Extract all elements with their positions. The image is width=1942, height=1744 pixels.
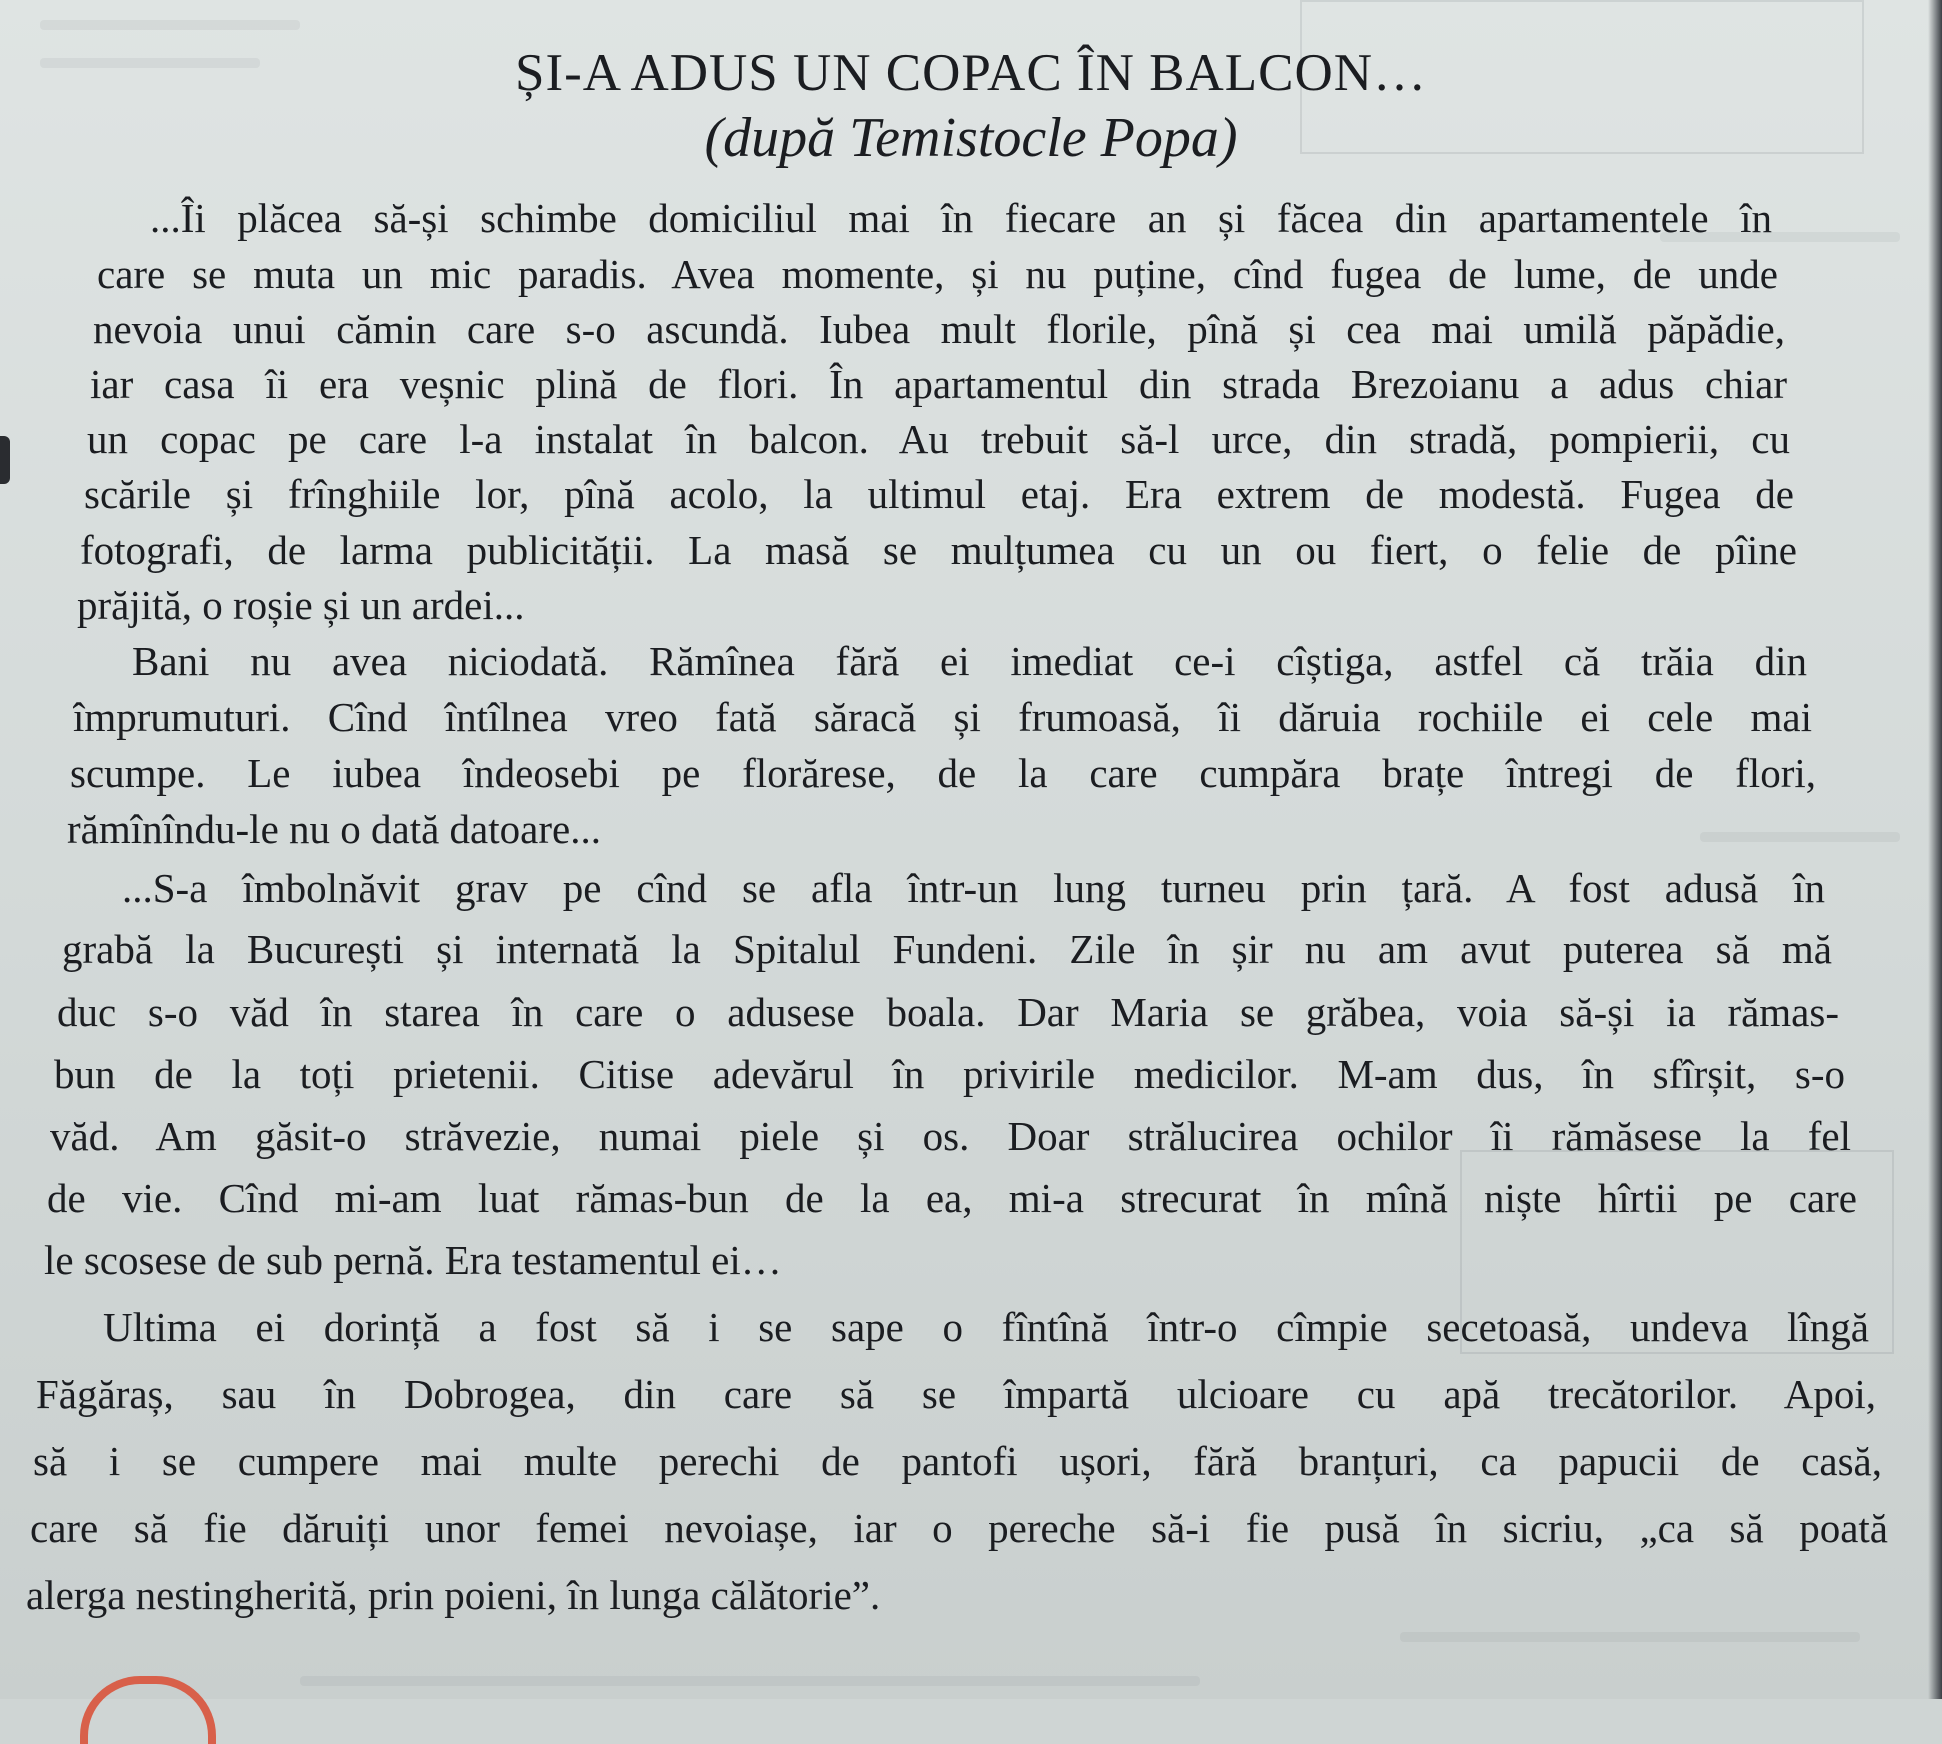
text-line: duc s-o văd în starea în care o adusese boala. Dar Maria se grăbea, voia să-și ia rămas-	[57, 989, 1839, 1035]
text-line: fotografi, de larma publicității. La masă se mulțumea cu un ou fiert, o felie de pîine	[80, 527, 1797, 573]
text-line: Ultima ei dorință a fost să i se sape o fîntînă într-o cîmpie secetoasă, undeva lîngă	[103, 1304, 1869, 1350]
text-line: ...S-a îmbolnăvit grav pe cînd se afla într-un lung turneu prin țară. A fost adusă în	[122, 865, 1825, 911]
text-line: rămînîndu-le nu o dată datoare...	[67, 806, 601, 852]
text-line: scările și frînghiile lor, pînă acolo, la ultimul etaj. Era extrem de modestă. Fugea de	[84, 471, 1794, 517]
text-line: ...Îi plăcea să-și schimbe domiciliul mai în fiecare an și făcea din apartamentele în	[150, 195, 1772, 241]
decorative-curve	[80, 1676, 216, 1744]
text-line: un copac pe care l-a instalat în balcon. Au trebuit să-l urce, din stradă, pompierii, cu	[87, 416, 1790, 462]
text-line: le scosese de sub pernă. Era testamentul ei…	[44, 1237, 782, 1283]
text-line: Bani nu avea niciodată. Rămînea fără ei imediat ce-i cîștiga, astfel că trăia din	[132, 638, 1807, 684]
text-line: Făgăraș, sau în Dobrogea, din care să se împartă ulcioare cu apă trecătorilor. Apoi,	[36, 1371, 1876, 1417]
show-through-line	[40, 20, 300, 30]
show-through-line	[1400, 1632, 1860, 1642]
text-line: alerga nestingherită, prin poieni, în lunga călătorie”.	[26, 1572, 881, 1618]
text-line: bun de la toți prietenii. Citise adevărul în privirile medicilor. M-am dus, în sfîrșit, s-o	[54, 1051, 1845, 1097]
page-title: ȘI-A ADUS UN COPAC ÎN BALCON…	[515, 44, 1427, 102]
text-line: prăjită, o roșie și un ardei...	[77, 582, 525, 628]
text-line: împrumuturi. Cînd întîlnea vreo fată săracă și frumoasă, îi dăruia rochiile ei cele mai	[73, 694, 1812, 740]
text-line: grabă la București și internată la Spitalul Fundeni. Zile în șir nu am avut puterea să mă	[62, 926, 1832, 972]
text-line: nevoia unui cămin care s-o ascundă. Iubea mult florile, pînă și cea mai umilă păpădie,	[93, 306, 1785, 352]
page-edge-shadow	[1928, 0, 1942, 1699]
left-edge-mark	[0, 436, 10, 484]
text-line: scumpe. Le iubea îndeosebi pe florărese, de la care cumpăra brațe întregi de flori,	[70, 750, 1816, 796]
show-through-line	[300, 1676, 1200, 1686]
text-line: de vie. Cînd mi-am luat rămas-bun de la ea, mi-a strecurat în mînă niște hîrtii pe care	[47, 1175, 1857, 1221]
text-line: văd. Am găsit-o străvezie, numai piele și os. Doar strălucirea ochilor îi rămăsese la fel	[50, 1113, 1851, 1159]
text-line: iar casa îi era veșnic plină de flori. În apartamentul din strada Brezoianu a adus chiar	[90, 361, 1787, 407]
text-line: să i se cumpere mai multe perechi de pantofi ușori, fără branțuri, ca papucii de casă,	[33, 1438, 1882, 1484]
page-subtitle: (după Temistocle Popa)	[704, 107, 1238, 169]
text-line: care să fie dăruiți unor femei nevoiașe, iar o pereche să-i fie pusă în sicriu, „ca să poată	[30, 1505, 1888, 1551]
text-line: care se muta un mic paradis. Avea momente, și nu puține, cînd fugea de lume, de unde	[97, 251, 1778, 297]
